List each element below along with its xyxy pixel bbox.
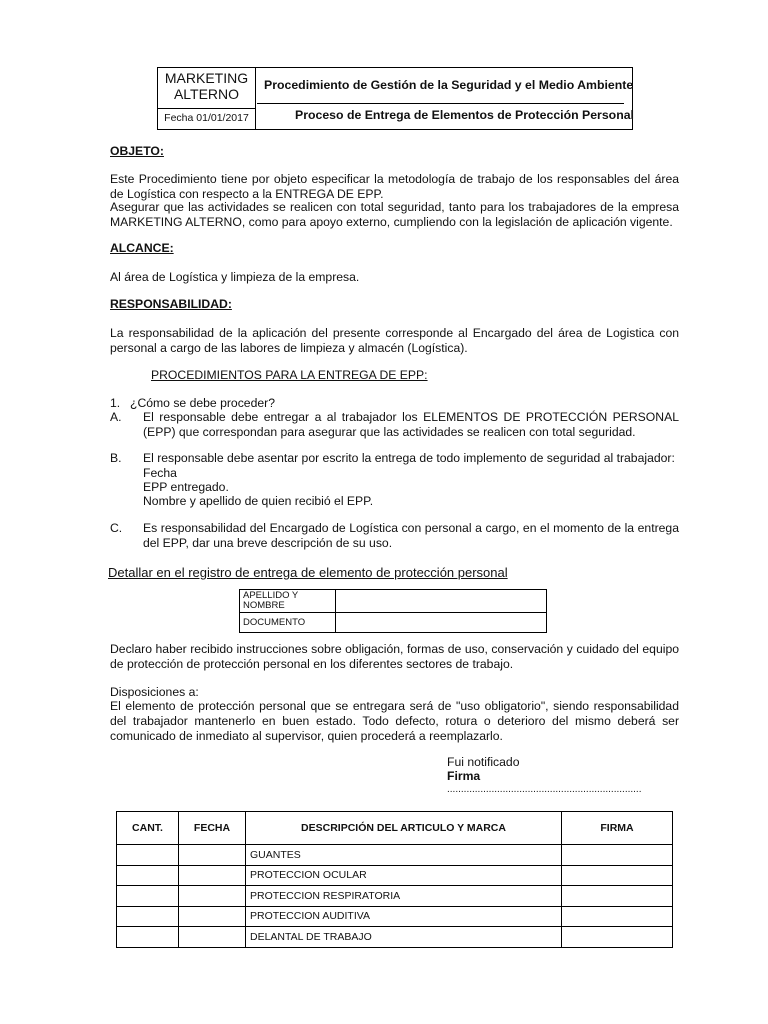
responsabilidad-text: La responsabilidad de la aplicación del presente corresponde al Encargado del área de Logistica con personal a cargo de las labores de limpieza y almacén (Logística). <box>110 326 679 355</box>
apellido-nombre-label: APELLIDO Y NOMBRE <box>240 590 336 613</box>
documento-field[interactable] <box>336 613 547 633</box>
firma-label: Firma <box>447 769 481 783</box>
cell-fecha[interactable] <box>179 865 246 886</box>
cell-fecha[interactable] <box>179 845 246 866</box>
company-name: MARKETING ALTERNO <box>164 70 249 102</box>
cell-firma[interactable] <box>562 927 673 948</box>
cell-fecha[interactable] <box>179 927 246 948</box>
question-text: ¿Cómo se debe proceder? <box>130 396 275 410</box>
cell-cant[interactable] <box>117 906 179 927</box>
objeto-paragraph-1: Este Procedimiento tiene por objeto especificar la metodología de trabajo de los responsables del área de Logística con respecto a la ENTREGA DE EPP. <box>110 172 679 201</box>
cell-cant[interactable] <box>117 865 179 886</box>
disposiciones-text: El elemento de protección personal que se entregara será de "uso obligatorio", siendo responsabilidad del trabajador mantenerlo en buen estado. Todo defecto, rotura o deterioro del mismo deberá ser comunicado de inmediato al supervisor, quien procederá a reemplazarlo. <box>110 699 679 743</box>
alcance-heading: ALCANCE: <box>110 241 174 255</box>
header-company-cell <box>158 68 256 129</box>
document-header <box>157 67 633 130</box>
documento-label: DOCUMENTO <box>240 613 336 633</box>
cell-cant[interactable] <box>117 886 179 907</box>
item-b-text: El responsable debe asentar por escrito la entrega de todo implemento de seguridad al trabajador: <box>143 451 675 465</box>
declaracion-text: Declaro haber recibido instrucciones sobre obligación, formas de uso, conservación y cuidado del equipo de protección de protección personal en los diferentes sectores de trabajo. <box>110 642 679 671</box>
responsabilidad-heading: RESPONSABILIDAD: <box>110 297 232 311</box>
item-a-text: El responsable debe entregar a al trabajador los ELEMENTOS DE PROTECCIÓN PERSONAL (EPP) que correspondan para asegurar que las actividades se realicen con total seguridad. <box>143 410 679 439</box>
fui-notificado: Fui notificado <box>447 755 520 769</box>
procedimientos-heading: PROCEDIMIENTOS PARA LA ENTREGA DE EPP: <box>151 368 428 382</box>
item-b-sub-2: EPP entregado. <box>143 480 229 494</box>
cell-fecha[interactable] <box>179 886 246 907</box>
table-row <box>117 927 673 948</box>
item-c-text: Es responsabilidad del Encargado de Logística con personal a cargo, en el momento de la entrega del EPP, dar una breve descripción de su uso. <box>143 521 679 550</box>
table-row <box>117 845 673 866</box>
registro-heading: Detallar en el registro de entrega de elemento de protección personal <box>108 565 508 580</box>
document-subtitle: Proceso de Entrega de Elementos de Protección Personal <box>295 108 634 122</box>
registro-table <box>239 589 547 633</box>
cell-fecha[interactable] <box>179 906 246 927</box>
col-header-firma: FIRMA <box>562 812 673 845</box>
item-b-sub-3: Nombre y apellido de quien recibió el EPP. <box>143 494 374 508</box>
col-header-fecha: FECHA <box>179 812 246 845</box>
item-b-label: B. <box>110 451 122 465</box>
question-number: 1. <box>110 396 121 410</box>
objeto-paragraph-2: Asegurar que las actividades se realicen con total seguridad, tanto para los trabajadores de la empresa MARKETING ALTERNO, como para apoyo externo, cumpliendo con la legislación de aplicación vigente. <box>110 200 679 229</box>
item-b-sub-1: Fecha <box>143 466 177 480</box>
items-table <box>116 811 673 948</box>
table-row <box>240 613 547 633</box>
cell-cant[interactable] <box>117 845 179 866</box>
item-c-label: C. <box>110 521 123 535</box>
apellido-nombre-field[interactable] <box>336 590 547 613</box>
cell-descripcion: DELANTAL DE TRABAJO <box>246 927 562 948</box>
item-a-label: A. <box>110 410 122 424</box>
col-header-cant: CANT. <box>117 812 179 845</box>
cell-firma[interactable] <box>562 906 673 927</box>
disposiciones-heading: Disposiciones a: <box>110 685 199 699</box>
cell-cant[interactable] <box>117 927 179 948</box>
cell-descripcion: PROTECCION OCULAR <box>246 865 562 886</box>
header-date: Fecha 01/01/2017 <box>158 108 255 129</box>
table-row <box>240 590 547 613</box>
table-row <box>117 906 673 927</box>
header-divider <box>257 103 624 104</box>
table-header-row <box>117 812 673 845</box>
cell-descripcion: PROTECCION RESPIRATORIA <box>246 886 562 907</box>
table-row <box>117 886 673 907</box>
cell-descripcion: PROTECCION AUDITIVA <box>246 906 562 927</box>
alcance-text: Al área de Logística y limpieza de la empresa. <box>110 270 360 284</box>
document-title: Procedimiento de Gestión de la Seguridad y el Medio Ambiente <box>264 78 634 92</box>
cell-descripcion: GUANTES <box>246 845 562 866</box>
cell-firma[interactable] <box>562 845 673 866</box>
col-header-descripcion: DESCRIPCIÓN DEL ARTICULO Y MARCA <box>246 812 562 845</box>
cell-firma[interactable] <box>562 865 673 886</box>
table-row <box>117 865 673 886</box>
cell-firma[interactable] <box>562 886 673 907</box>
signature-line[interactable]: ...................................................................... <box>447 784 642 795</box>
objeto-heading: OBJETO: <box>110 144 164 158</box>
